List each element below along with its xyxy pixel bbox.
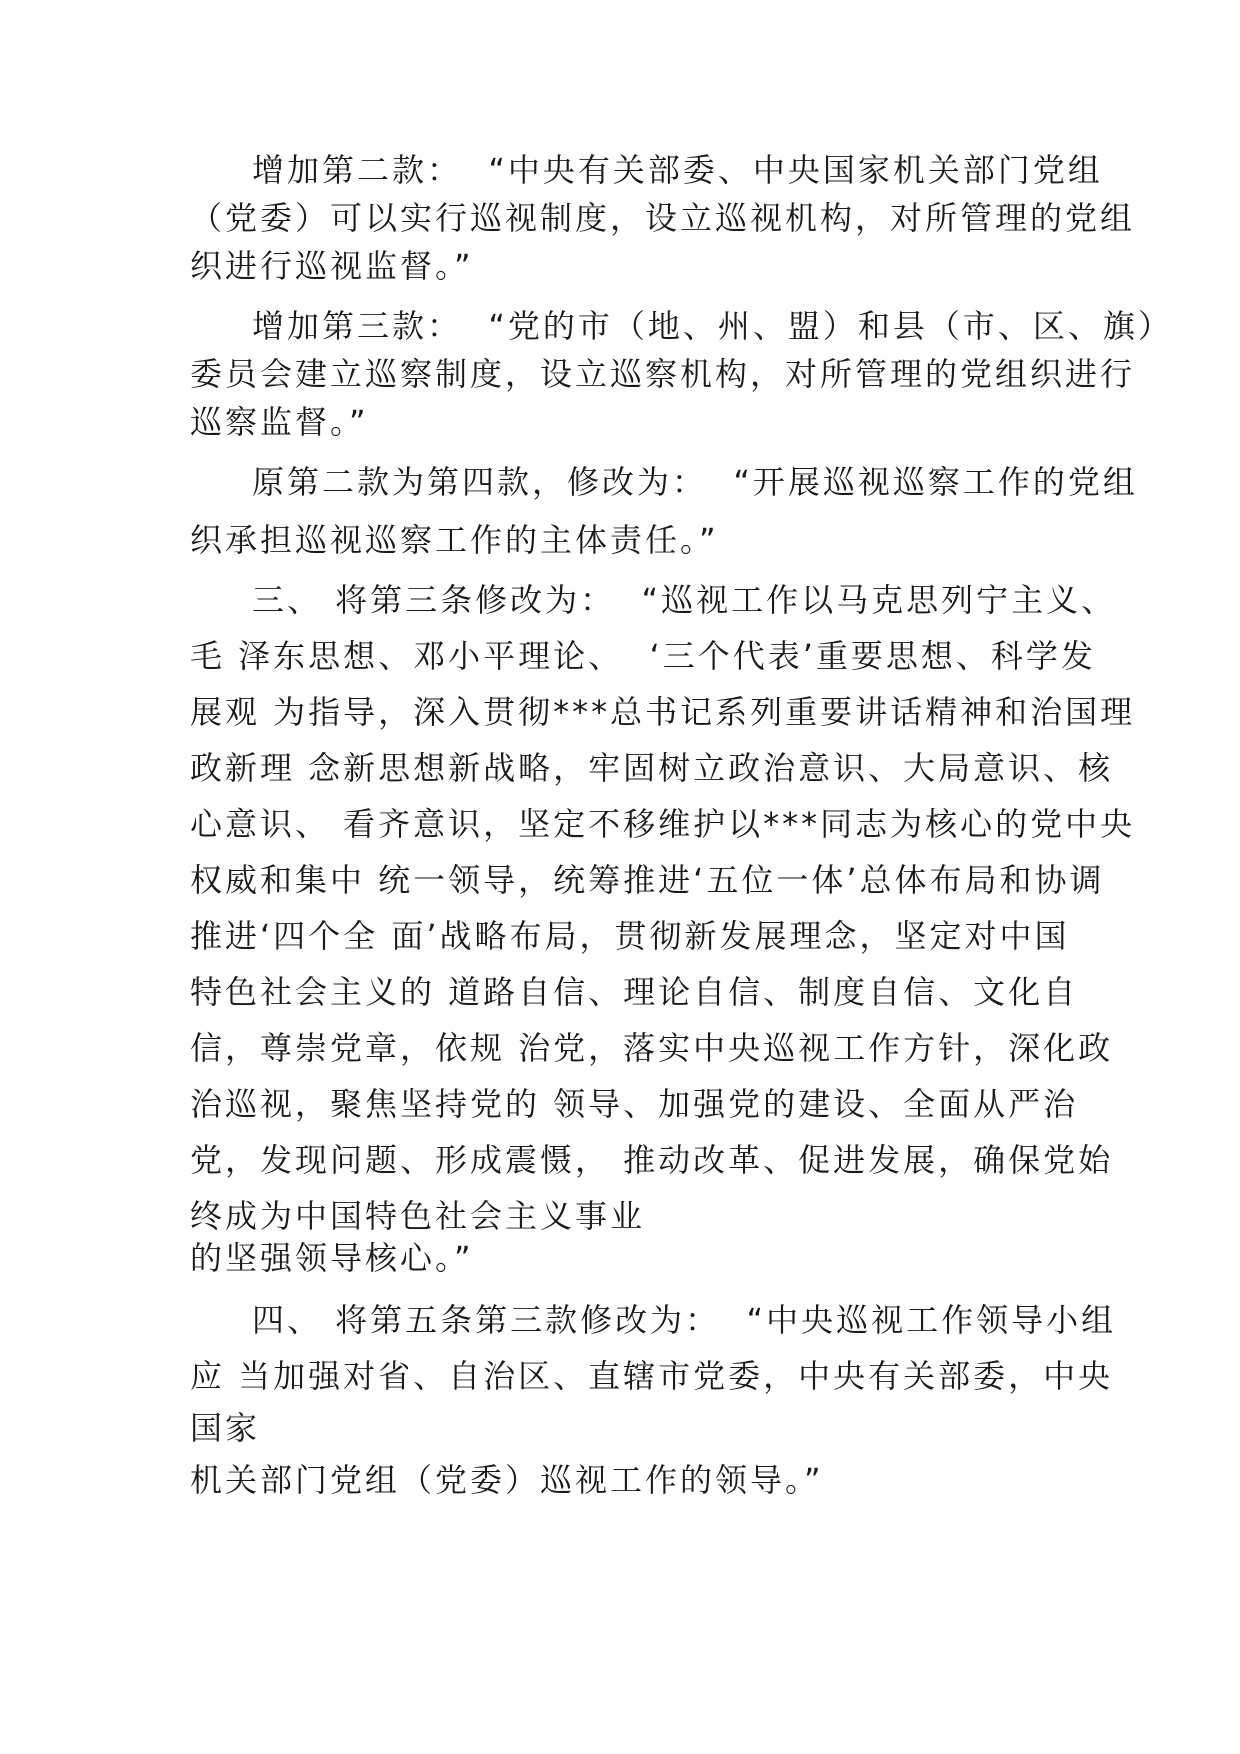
text-line: 党，发现问题、形成震慑， 推动改革、促进发展，确保党始 (190, 1141, 1114, 1179)
text-line: 三、 将第三条修改为： “巡视工作以马克思列宁主义、 (252, 581, 1117, 619)
text-line: 权威和集中 统一领导，统筹推进‘五位一体’总体布局和协调 (190, 861, 1105, 899)
text-line: 巡察监督。” (190, 403, 369, 441)
text-line: 展观 为指导，深入贯彻***总书记系列重要讲话精神和治国理 (190, 693, 1136, 731)
text-line: 特色社会主义的 道路自信、理论自信、制度自信、文化自 (190, 973, 1079, 1011)
text-line: 委员会建立巡察制度，设立巡察机构，对所管理的党组织进行 (190, 355, 1136, 393)
text-line: 应 当加强对省、自治区、直辖市党委，中央有关部委，中央 (190, 1357, 1114, 1395)
text-line: 政新理 念新思想新战略，牢固树立政治意识、大局意识、核 (190, 749, 1114, 787)
text-line: （党委）可以实行巡视制度，设立巡视机构，对所管理的党组 (190, 199, 1136, 237)
text-line: 信，尊崇党章，依规 治党，落实中央巡视工作方针，深化政 (190, 1029, 1114, 1067)
text-line: 心意识、 看齐意识，坚定不移维护以***同志为核心的党中央 (190, 805, 1136, 843)
text-line: 织承担巡视巡察工作的主体责任。” (190, 521, 719, 559)
text-line: 增加第二款： “中央有关部委、中央国家机关部门党组 (252, 151, 1103, 189)
text-line: 原第二款为第四款，修改为： “开展巡视巡察工作的党组 (252, 463, 1138, 501)
text-line: 的坚强领导核心。” (190, 1239, 474, 1277)
text-line: 织进行巡视监督。” (190, 247, 474, 285)
text-line: 终成为中国特色社会主义事业 (190, 1197, 646, 1235)
text-line: 四、 将第五条第三款修改为： “中央巡视工作领导小组 (252, 1301, 1117, 1339)
text-line: 推进‘四个全 面’战略布局，贯彻新发展理念，坚定对中国 (190, 917, 1070, 955)
text-line: 毛 泽东思想、邓小平理论、 ‘三个代表’重要思想、科学发 (190, 637, 1096, 675)
text-line: 国家 (190, 1409, 261, 1447)
text-line: 治巡视，聚焦坚持党的 领导、加强党的建设、全面从严治 (190, 1085, 1079, 1123)
text-line: 机关部门党组（党委）巡视工作的领导。” (190, 1461, 824, 1499)
text-line: 增加第三款： “党的市（地、州、盟）和县（市、区、旗） (252, 307, 1173, 345)
